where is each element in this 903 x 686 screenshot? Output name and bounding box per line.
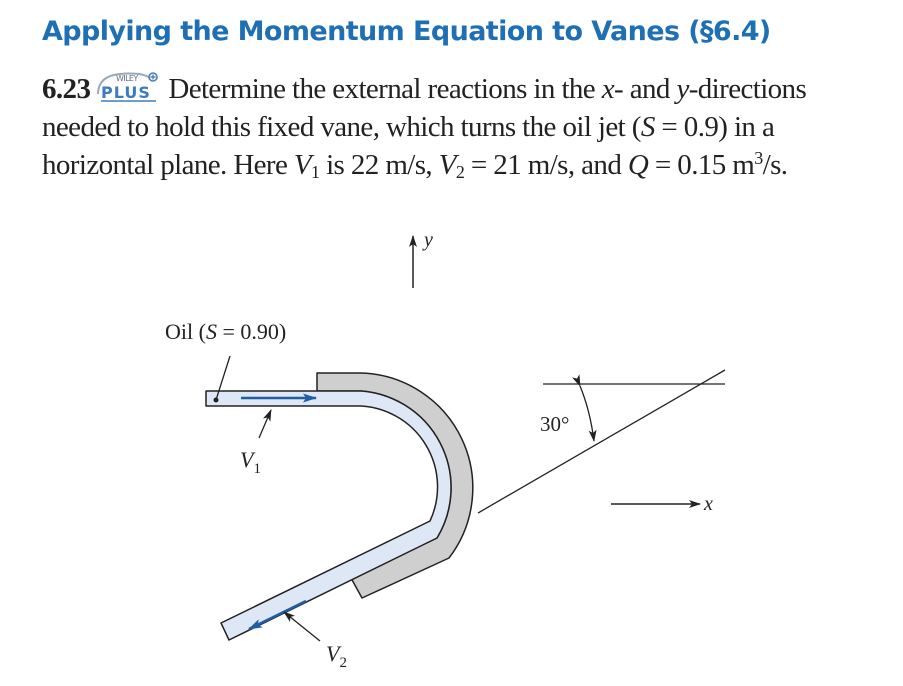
oil-jet bbox=[206, 391, 451, 640]
angle-label: 30° bbox=[540, 412, 570, 436]
y-axis-label: y bbox=[424, 229, 433, 251]
v2-variable: V bbox=[438, 149, 456, 181]
q-variable: Q bbox=[627, 149, 649, 181]
section-heading: Applying the Momentum Equation to Vanes (§6.4) bbox=[42, 16, 771, 47]
v2-leader-line bbox=[284, 612, 320, 641]
problem-text-2: - and bbox=[614, 73, 677, 105]
problem-number: 6.23 bbox=[42, 73, 91, 105]
y-variable: y bbox=[676, 73, 689, 105]
x-variable: x bbox=[601, 73, 614, 105]
q-exponent: 3 bbox=[754, 148, 763, 168]
problem-text-1: Determine the external reactions in the bbox=[168, 73, 602, 105]
badge-main-text: PLUS bbox=[101, 83, 152, 102]
q-value: = 0.15 m bbox=[648, 149, 755, 181]
v2-subscript: 2 bbox=[455, 162, 465, 182]
v2-value: = 21 m/s, and bbox=[464, 149, 628, 181]
outlet-direction-line bbox=[478, 370, 725, 513]
q-unit: /s. bbox=[762, 149, 788, 181]
x-axis-label: x bbox=[704, 493, 713, 515]
v1-label: $V_1$ bbox=[240, 447, 261, 477]
angle-arc bbox=[580, 386, 594, 441]
v1-subscript: 1 bbox=[311, 162, 320, 182]
oil-leader-dot bbox=[214, 398, 219, 403]
badge-top-text: WILEY bbox=[116, 74, 139, 83]
v1-value: is 22 m/s, bbox=[319, 149, 439, 181]
s-variable: S bbox=[640, 111, 655, 143]
v1-variable: V bbox=[293, 149, 312, 181]
v2-label: $V_2$ bbox=[326, 641, 347, 671]
s-value: = 0.9) in a horizontal plane. Here bbox=[42, 111, 775, 181]
oil-label: Oil (S = 0.90) bbox=[165, 319, 287, 344]
problem-text-3: -directions needed to hold this fixed vane, which turns the oil jet ( bbox=[42, 73, 807, 143]
v1-leader-line bbox=[259, 410, 271, 438]
